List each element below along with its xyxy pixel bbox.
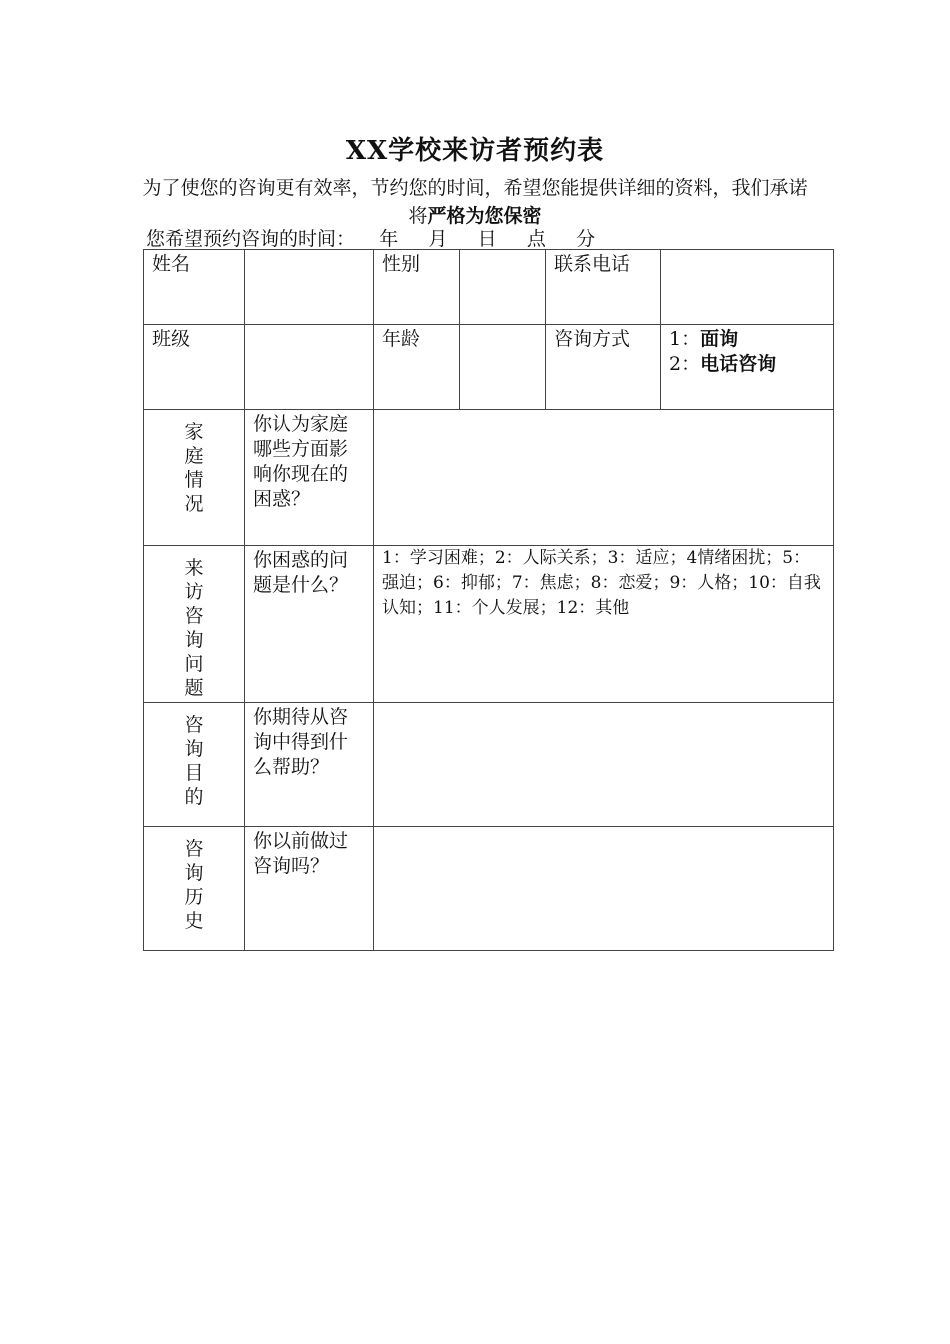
history-answer-field[interactable]: [374, 827, 834, 951]
history-section-label: 咨询历史: [144, 827, 245, 951]
intro-text: [140, 174, 810, 230]
table-row: [144, 250, 834, 325]
class-field[interactable]: [245, 325, 374, 410]
day-label: 日: [477, 228, 497, 250]
phone-label: 联系电话: [546, 250, 661, 325]
minute-label: 分: [576, 228, 596, 250]
method-options[interactable]: [661, 325, 834, 410]
table-row: [144, 546, 834, 703]
year-label: 年: [379, 228, 399, 250]
family-answer-field[interactable]: [374, 410, 834, 546]
appointment-form-table: [143, 249, 834, 951]
page-title: XX学校来访者预约表: [345, 136, 605, 166]
intro-main: 为了使您的咨询更有效率，节约您的时间，希望您能提供详细的资料，我们承诺将: [142, 177, 808, 227]
goal-question: 你期待从咨询中得到什么帮助？: [245, 703, 374, 827]
month-label: 月: [428, 228, 448, 250]
family-section-label: 家庭情况: [144, 410, 245, 546]
age-label: 年龄: [374, 325, 460, 410]
method-option-in-person: 1：面询: [669, 328, 739, 350]
family-question: 你认为家庭哪些方面影响你现在的困惑？: [245, 410, 374, 546]
name-field[interactable]: [245, 250, 374, 325]
appointment-time-line: [146, 224, 595, 251]
goal-answer-field[interactable]: [374, 703, 834, 827]
gender-field[interactable]: [460, 250, 546, 325]
gender-label: 性别: [374, 250, 460, 325]
goal-section-label: 咨询目的: [144, 703, 245, 827]
name-label: 姓名: [144, 250, 245, 325]
history-question: 你以前做过咨询吗？: [245, 827, 374, 951]
issue-section-label: 来访咨询问题: [144, 546, 245, 703]
intro-confidential: 严格为您保密: [427, 205, 542, 227]
issue-question: 你困惑的问题是什么？: [245, 546, 374, 703]
class-label: 班级: [144, 325, 245, 410]
method-option-phone: 2：电话咨询: [669, 353, 777, 375]
table-row: [144, 325, 834, 410]
issue-options[interactable]: 1：学习困难；2：人际关系；3：适应；4情绪困扰；5：强迫；6：抑郁；7：焦虑；8：恋爱；9：人格；10：自我认知；11：个人发展；12：其他: [374, 546, 834, 703]
age-field[interactable]: [460, 325, 546, 410]
method-label: 咨询方式: [546, 325, 661, 410]
phone-field[interactable]: [661, 250, 834, 325]
hour-label: 点: [526, 228, 546, 250]
time-label: 您希望预约咨询的时间：: [146, 228, 356, 250]
table-row: [144, 703, 834, 827]
table-row: [144, 827, 834, 951]
table-row: [144, 410, 834, 546]
